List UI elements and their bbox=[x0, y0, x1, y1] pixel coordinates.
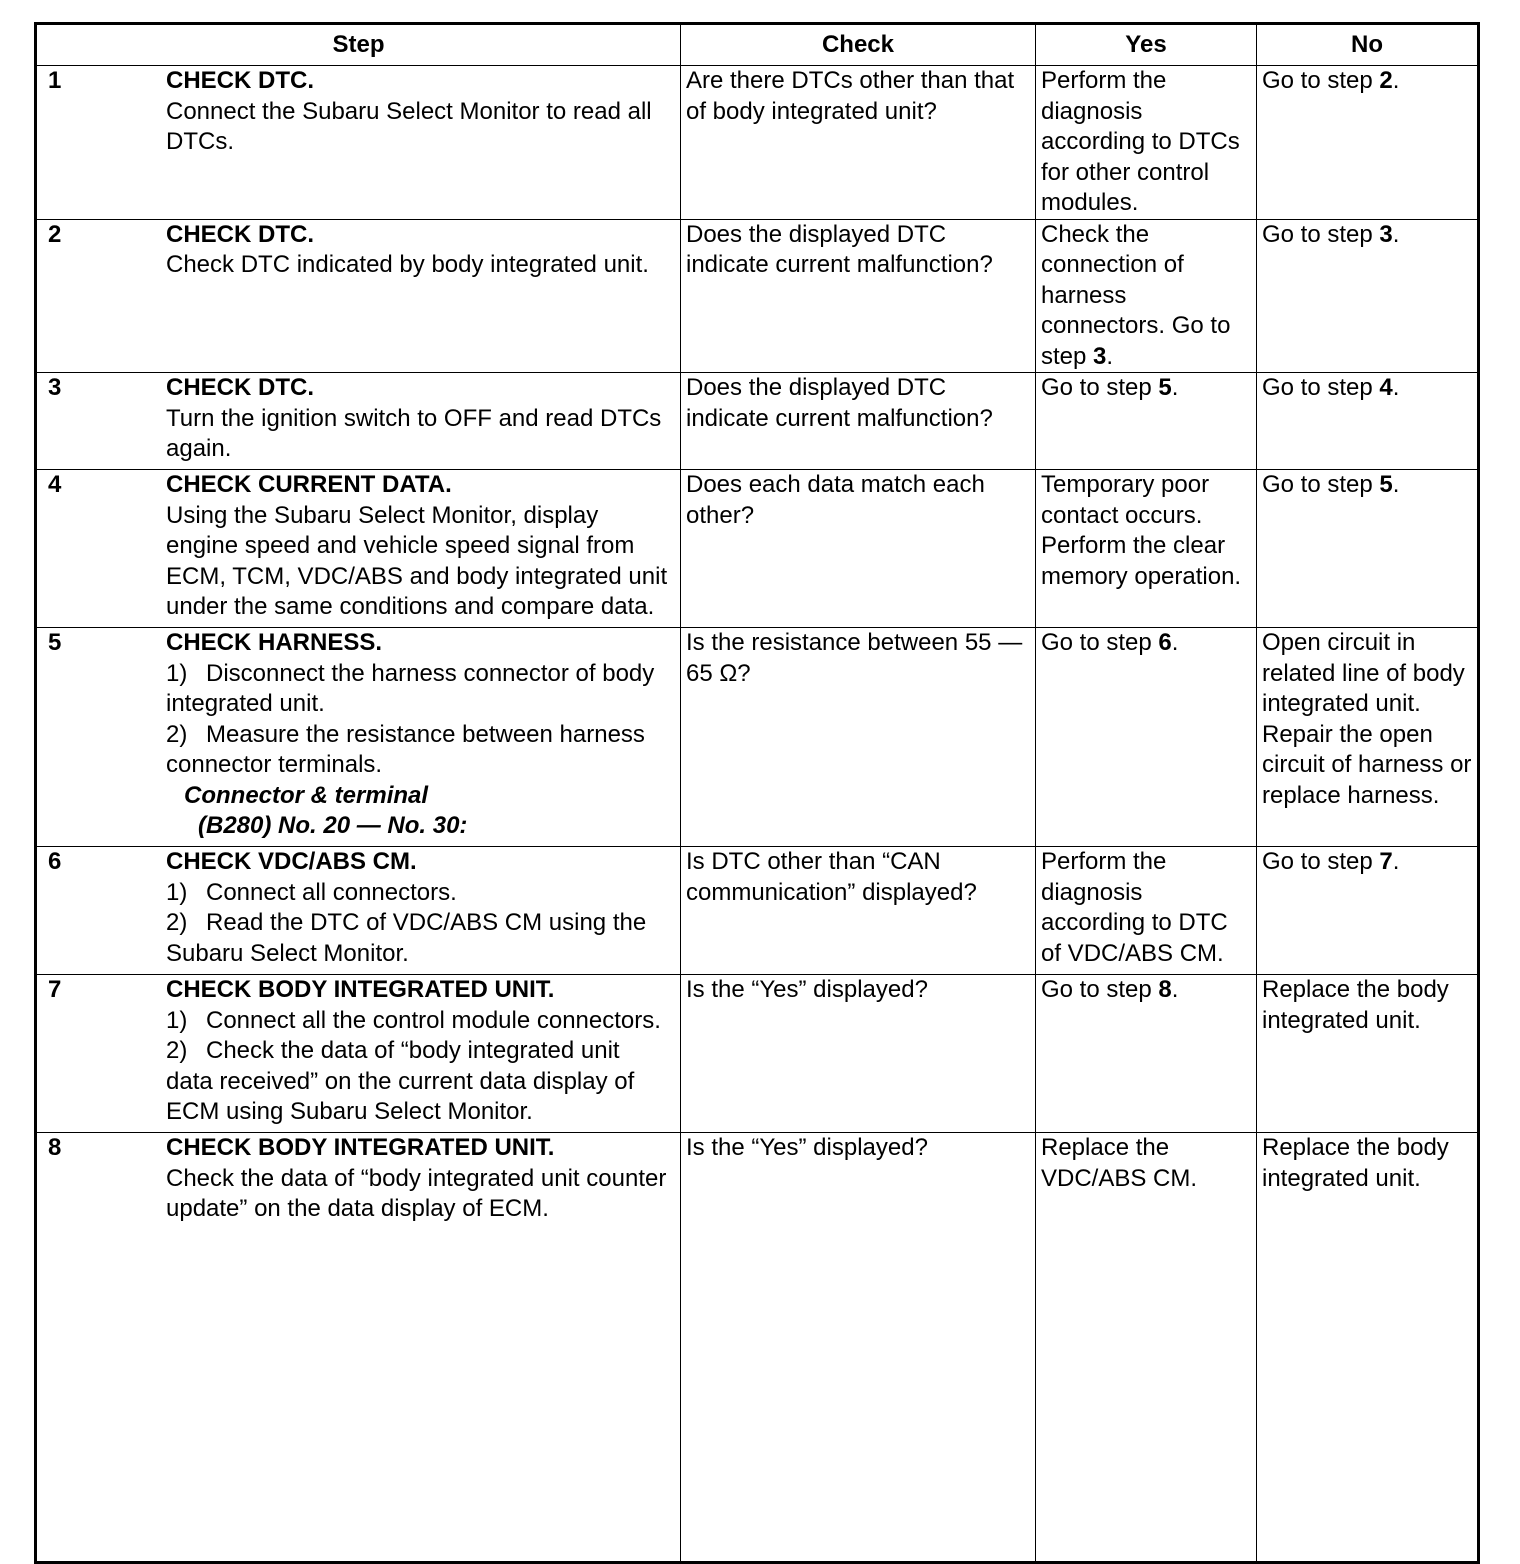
step-number: 2 bbox=[48, 220, 62, 248]
check-cell: Are there DTCs other than that of body integrated unit? bbox=[681, 66, 1036, 220]
no-cell: Replace the body integrated unit. bbox=[1257, 1133, 1479, 1563]
substep-2 bbox=[166, 908, 670, 969]
step-title: CHECK CURRENT DATA. bbox=[166, 471, 452, 498]
no-text-end: . bbox=[1392, 848, 1400, 875]
yes-cell: Temporary poor contact occurs. Perform the clear memory operation. bbox=[1036, 470, 1257, 628]
step-title: CHECK BODY INTEGRATED UNIT. bbox=[166, 1134, 555, 1161]
step-instruction: Turn the ignition switch to OFF and read DTCs again. bbox=[166, 404, 662, 462]
no-cell: Replace the body integrated unit. bbox=[1257, 975, 1479, 1133]
step-title: CHECK DTC. bbox=[166, 67, 314, 94]
yes-text: Go to step bbox=[1041, 629, 1159, 656]
no-cell bbox=[1257, 66, 1479, 220]
substep-label: 2) bbox=[166, 1037, 188, 1064]
substep-text: Check the data of “body integrated unit data received” on the current data display of ECM using Subaru Select Monitor. bbox=[166, 1037, 635, 1125]
yes-text: Go to step bbox=[1041, 374, 1159, 401]
table-row-step-8 bbox=[36, 1133, 1479, 1563]
yes-text-end: . bbox=[1171, 374, 1179, 401]
step-instruction: Connect the Subaru Select Monitor to read all DTCs. bbox=[166, 97, 652, 155]
step-instruction: Check the data of “body integrated unit counter update” on the data display of ECM. bbox=[166, 1164, 667, 1222]
table-row-step-3 bbox=[36, 373, 1479, 470]
no-text-end: . bbox=[1392, 374, 1400, 401]
step-number: 5 bbox=[48, 629, 62, 656]
check-cell: Is DTC other than “CAN communication” displayed? bbox=[681, 847, 1036, 975]
substep-label: 2) bbox=[166, 909, 188, 936]
no-cell bbox=[1257, 847, 1479, 975]
substep-text: Connect all connectors. bbox=[206, 878, 457, 906]
no-cell bbox=[1257, 219, 1479, 373]
no-text: Go to step bbox=[1262, 471, 1380, 498]
substep-label: 1) bbox=[166, 1006, 188, 1034]
yes-text-end: . bbox=[1171, 629, 1179, 656]
no-text: Go to step bbox=[1262, 220, 1380, 248]
header-row bbox=[36, 24, 1479, 66]
no-cell: Open circuit in related line of body integrated unit. Repair the open circuit of harness or replace harness. bbox=[1257, 628, 1479, 847]
check-cell: Is the “Yes” displayed? bbox=[681, 975, 1036, 1133]
diagnostic-table bbox=[34, 22, 1480, 1564]
step-cell bbox=[36, 219, 681, 373]
no-cell bbox=[1257, 470, 1479, 628]
no-step-ref: 7 bbox=[1379, 848, 1393, 875]
step-instruction: Check DTC indicated by body integrated unit. bbox=[166, 251, 649, 278]
step-cell bbox=[36, 373, 681, 470]
check-cell: Is the resistance between 55 — 65 Ω? bbox=[681, 628, 1036, 847]
no-text-end: . bbox=[1392, 471, 1400, 498]
no-text: Go to step bbox=[1262, 67, 1380, 94]
step-number: 6 bbox=[48, 848, 62, 875]
no-cell bbox=[1257, 373, 1479, 470]
step-number: 1 bbox=[48, 67, 62, 94]
yes-step-ref: 3 bbox=[1093, 342, 1107, 370]
table-row-step-1 bbox=[36, 66, 1479, 220]
no-text: Go to step bbox=[1262, 848, 1380, 875]
substep-text: Measure the resistance between harness connector terminals. bbox=[166, 720, 645, 778]
check-cell: Does the displayed DTC indicate current malfunction? bbox=[681, 219, 1036, 373]
no-step-ref: 3 bbox=[1379, 220, 1393, 248]
substep-label: 2) bbox=[166, 720, 188, 748]
connector-heading: Connector & terminal bbox=[184, 781, 429, 809]
yes-step-ref: 8 bbox=[1158, 976, 1172, 1003]
yes-step-ref: 6 bbox=[1158, 629, 1172, 656]
step-title: CHECK BODY INTEGRATED UNIT. bbox=[166, 976, 555, 1003]
substep-2 bbox=[166, 1036, 670, 1128]
yes-text-end: . bbox=[1106, 342, 1114, 370]
step-title: CHECK HARNESS. bbox=[166, 629, 383, 656]
table-row-step-6 bbox=[36, 847, 1479, 975]
yes-cell: Perform the diagnosis according to DTC of VDC/ABS CM. bbox=[1036, 847, 1257, 975]
step-title: CHECK DTC. bbox=[166, 220, 314, 248]
header-yes: Yes bbox=[1036, 24, 1257, 66]
table-row-step-5 bbox=[36, 628, 1479, 847]
substep-2 bbox=[166, 720, 670, 781]
yes-cell bbox=[1036, 628, 1257, 847]
substep-1 bbox=[166, 1006, 670, 1037]
check-cell: Does each data match each other? bbox=[681, 470, 1036, 628]
no-step-ref: 4 bbox=[1379, 374, 1393, 401]
step-instruction: Using the Subaru Select Monitor, display engine speed and vehicle speed signal from ECM, TCM, VDC/ABS and body integrated unit under the same conditions and compare data. bbox=[166, 501, 668, 620]
header-check: Check bbox=[681, 24, 1036, 66]
substep-text: Disconnect the harness connector of body integrated unit. bbox=[166, 659, 655, 717]
check-cell: Is the “Yes” displayed? bbox=[681, 1133, 1036, 1563]
yes-cell: Perform the diagnosis according to DTCs for other control modules. bbox=[1036, 66, 1257, 220]
step-cell bbox=[36, 470, 681, 628]
yes-cell bbox=[1036, 373, 1257, 470]
step-title: CHECK VDC/ABS CM. bbox=[166, 848, 417, 875]
step-number: 8 bbox=[48, 1134, 62, 1161]
substep-label: 1) bbox=[166, 659, 188, 687]
step-cell bbox=[36, 628, 681, 847]
check-cell: Does the displayed DTC indicate current malfunction? bbox=[681, 373, 1036, 470]
substep-1 bbox=[166, 659, 670, 720]
terminal-spec: (B280) No. 20 — No. 30: bbox=[198, 812, 468, 839]
step-number: 4 bbox=[48, 471, 62, 498]
yes-step-ref: 5 bbox=[1158, 374, 1172, 401]
yes-text-end: . bbox=[1171, 976, 1179, 1003]
table-row-step-4 bbox=[36, 470, 1479, 628]
table-row-step-7 bbox=[36, 975, 1479, 1133]
step-cell bbox=[36, 66, 681, 220]
step-cell bbox=[36, 847, 681, 975]
substep-text: Read the DTC of VDC/ABS CM using the Subaru Select Monitor. bbox=[166, 909, 647, 967]
no-step-ref: 5 bbox=[1379, 471, 1393, 498]
yes-text: Check the connection of harness connectors. Go to step bbox=[1041, 220, 1231, 370]
no-text-end: . bbox=[1392, 67, 1400, 94]
header-step: Step bbox=[36, 24, 681, 66]
table-row-step-2 bbox=[36, 219, 1479, 373]
substep-text: Connect all the control module connectors. bbox=[206, 1006, 661, 1034]
yes-cell bbox=[1036, 975, 1257, 1133]
step-cell bbox=[36, 1133, 681, 1563]
no-text-end: . bbox=[1392, 220, 1400, 248]
header-no: No bbox=[1257, 24, 1479, 66]
yes-cell bbox=[1036, 219, 1257, 373]
yes-cell: Replace the VDC/ABS CM. bbox=[1036, 1133, 1257, 1563]
substep-label: 1) bbox=[166, 878, 188, 906]
step-cell bbox=[36, 975, 681, 1133]
step-number: 7 bbox=[48, 976, 62, 1003]
no-step-ref: 2 bbox=[1379, 67, 1393, 94]
no-text: Go to step bbox=[1262, 374, 1380, 401]
step-title: CHECK DTC. bbox=[166, 374, 314, 401]
step-number: 3 bbox=[48, 374, 62, 401]
yes-text: Go to step bbox=[1041, 976, 1159, 1003]
substep-1 bbox=[166, 878, 670, 909]
